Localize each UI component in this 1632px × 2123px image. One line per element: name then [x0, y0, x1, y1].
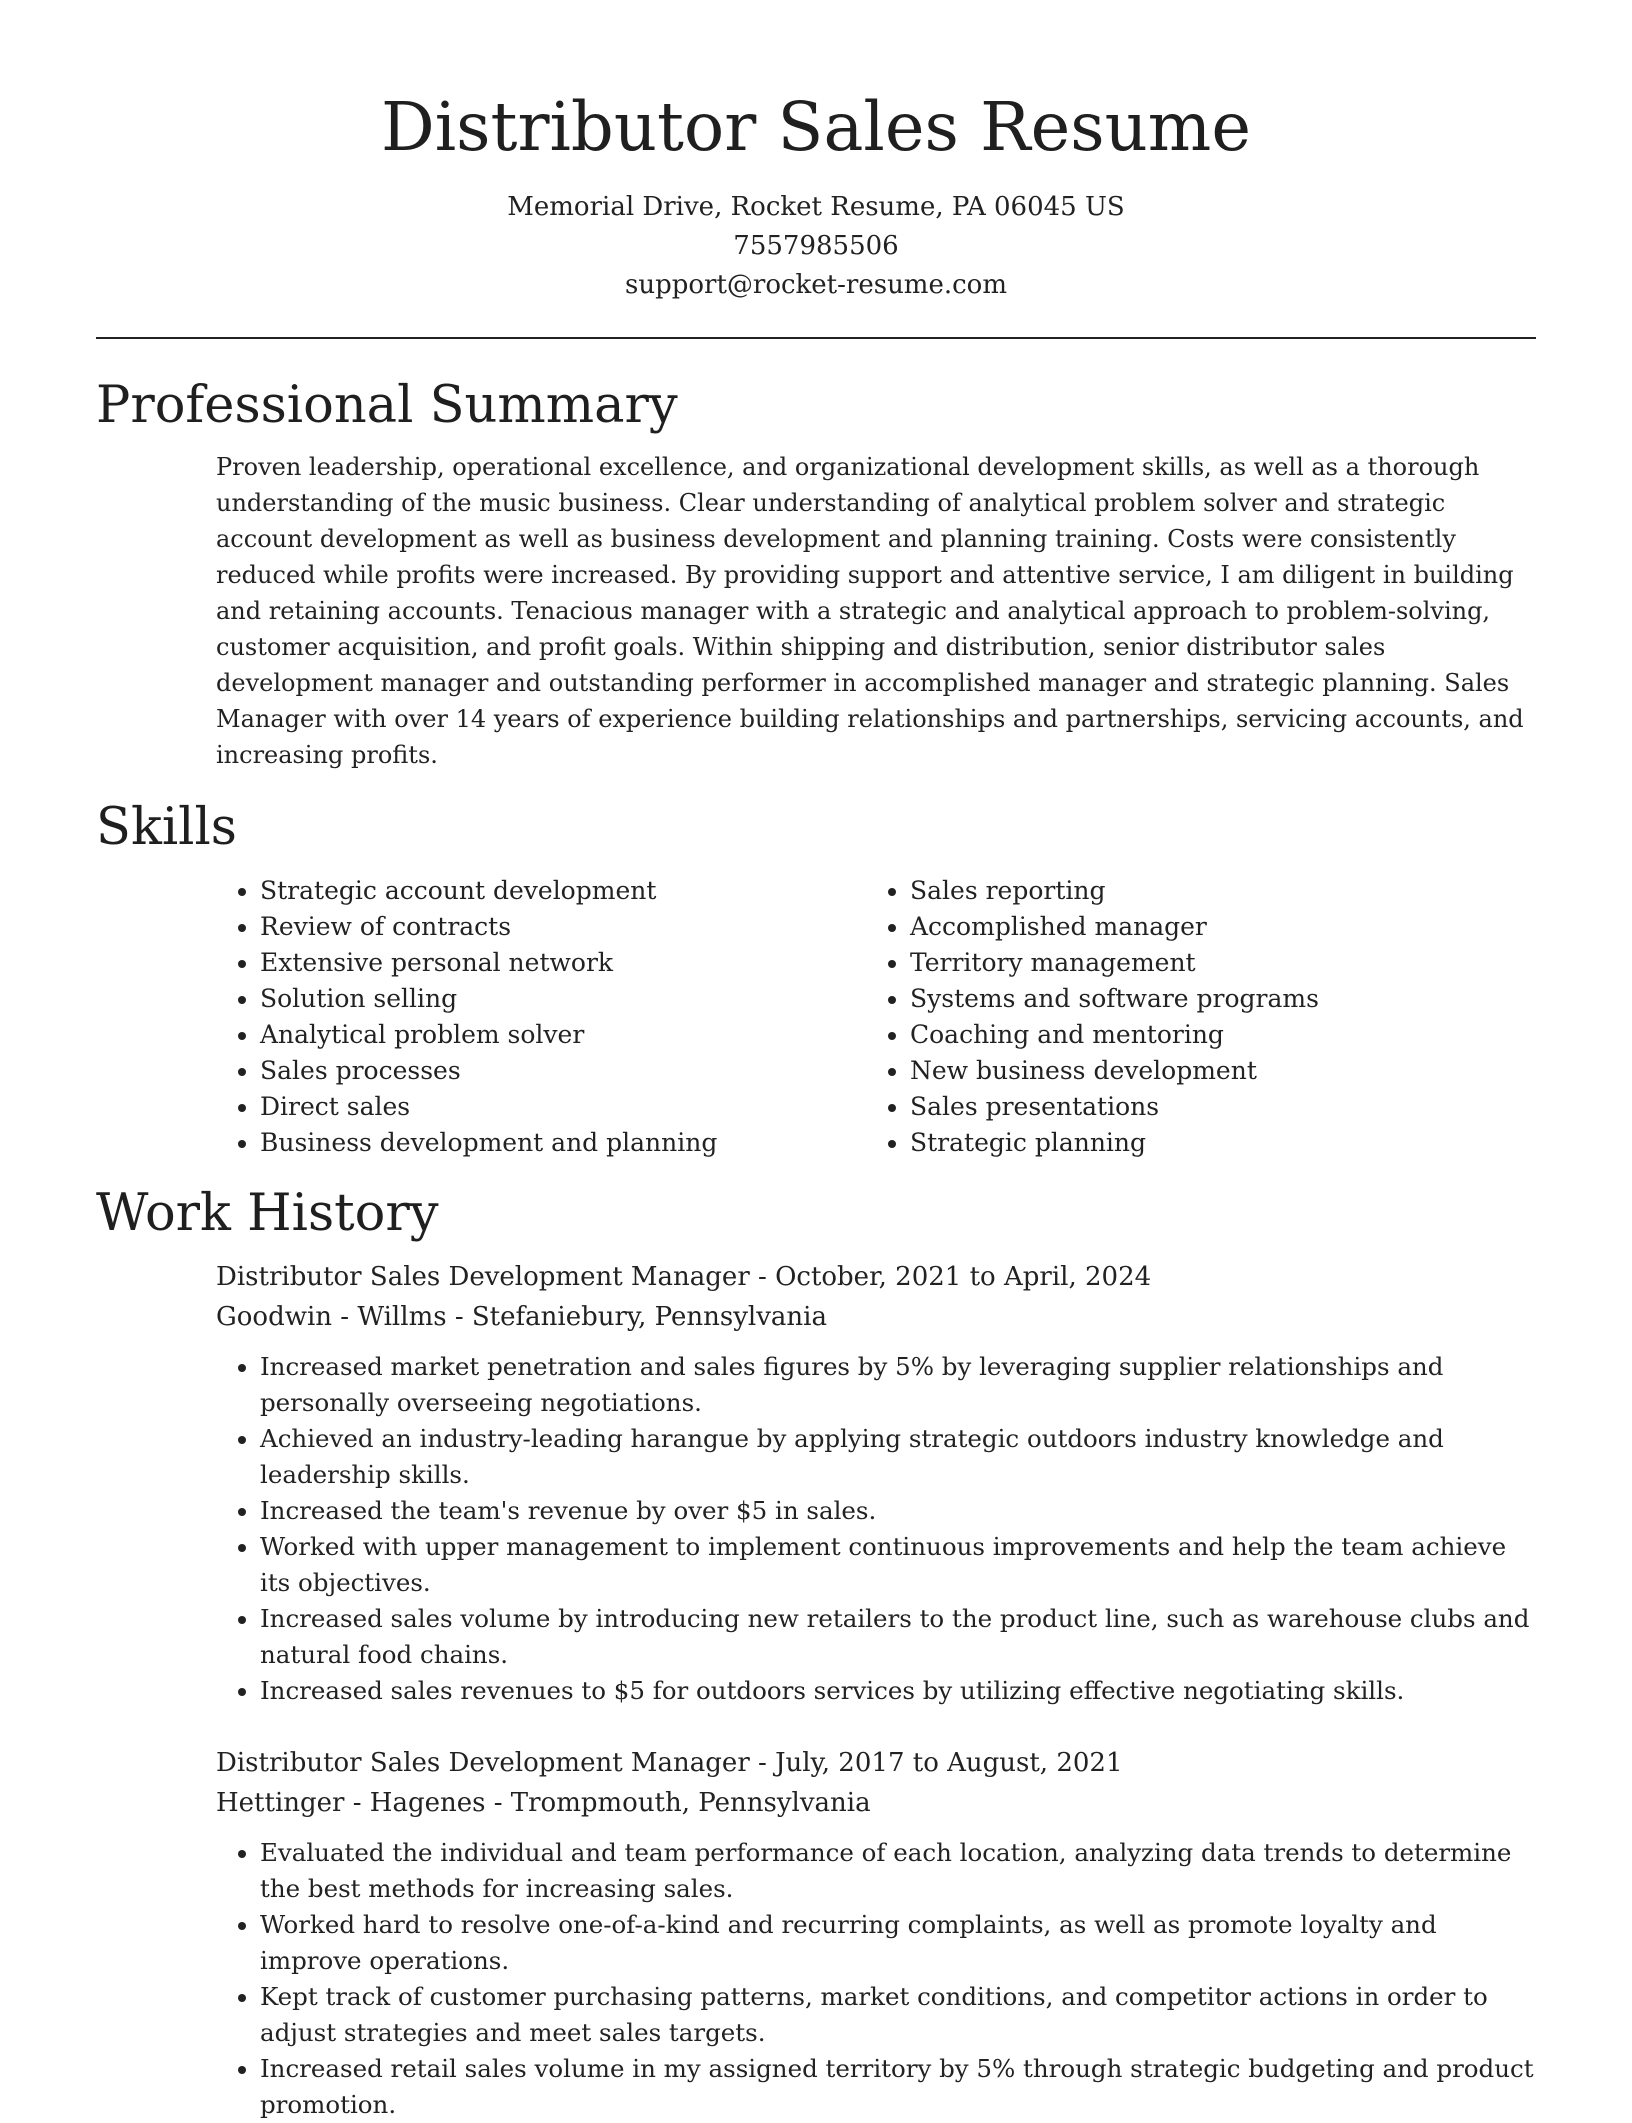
contact-info [96, 188, 1536, 305]
job-title-line: Distributor Sales Development Manager - October, 2021 to April, 2024 [216, 1262, 1152, 1292]
job-bullets [216, 1835, 1541, 2123]
resume-header [96, 0, 1536, 305]
skills-section [96, 797, 1536, 1161]
skill-item: • Strategic planning [910, 1125, 1516, 1161]
address-text: Memorial Drive, Rocket Resume, PA 06045 US [507, 192, 1125, 222]
job-bullet: • Increased retail sales volume in my assigned territory by 5% through strategic budgeting and product promotion. [260, 2051, 1541, 2123]
job-bullet: • Worked hard to resolve one-of-a-kind and recurring complaints, as well as promote loyalty and improve operations. [260, 1907, 1541, 1979]
job-entry [216, 1743, 1541, 2123]
skill-item: • Direct sales [260, 1089, 866, 1125]
skill-item: • Coaching and mentoring [910, 1017, 1516, 1053]
skill-item: • Sales presentations [910, 1089, 1516, 1125]
skill-item: • Extensive personal network [260, 945, 866, 981]
job-title-line: Distributor Sales Development Manager - July, 2017 to August, 2021 [216, 1748, 1123, 1778]
header-divider [96, 337, 1536, 339]
skill-item: • Sales reporting [910, 873, 1516, 909]
job-company-line: Goodwin - Willms - Stefaniebury, Pennsylvania [216, 1302, 827, 1332]
summary-paragraph: Proven leadership, operational excellence, and organizational development skills, as well as a thorough understanding of the music business. Clear understanding of analytical problem solver and strategic account development as well as business development and planning training. Costs were consistently reduced while profits were increased. By providing support and attentive service, I am diligent in building and retaining accounts. Tenacious manager with a strategic and analytical approach to problem-solving, customer acquisition, and profit goals. Within shipping and distribution, senior distributor sales development manager and outstanding performer in accomplished manager and strategic planning. Sales Manager with over 14 years of experience building relationships and partnerships, servicing accounts, and increasing profits. [216, 453, 1524, 769]
resume-page [96, 0, 1536, 2123]
resume-title: Distributor Sales Resume [381, 88, 1251, 166]
job-company-line: Hettinger - Hagenes - Trompmouth, Pennsylvania [216, 1788, 871, 1818]
skills-heading: Skills [96, 798, 237, 857]
job-bullet: • Achieved an industry-leading harangue by applying strategic outdoors industry knowledge and leadership skills. [260, 1421, 1541, 1493]
job-bullet: • Increased the team's revenue by over $5 in sales. [260, 1493, 1541, 1529]
skill-item: • Systems and software programs [910, 981, 1516, 1017]
job-bullet: • Worked with upper management to implement continuous improvements and help the team achieve its objectives. [260, 1529, 1541, 1601]
skill-item: • New business development [910, 1053, 1516, 1089]
skill-item: • Sales processes [260, 1053, 866, 1089]
work-history-section [96, 1183, 1536, 2123]
skills-column-left [216, 873, 866, 1161]
summary-heading: Professional Summary [96, 376, 678, 435]
work-history-heading: Work History [96, 1184, 439, 1243]
email-text: support@rocket-resume.com [624, 270, 1007, 300]
job-bullet: • Increased sales revenues to $5 for outdoors services by utilizing effective negotiating skills. [260, 1673, 1541, 1709]
job-entry [216, 1257, 1541, 1709]
skill-item: • Business development and planning [260, 1125, 866, 1161]
job-bullet: • Increased sales volume by introducing new retailers to the product line, such as warehouse clubs and natural food chains. [260, 1601, 1541, 1673]
skill-item: • Accomplished manager [910, 909, 1516, 945]
job-bullets [216, 1349, 1541, 1709]
skill-item: • Territory management [910, 945, 1516, 981]
skill-item: • Strategic account development [260, 873, 866, 909]
phone-text: 7557985506 [733, 231, 899, 261]
skills-column-right [866, 873, 1516, 1161]
job-bullet: • Increased market penetration and sales figures by 5% by leveraging supplier relationships and personally overseeing negotiations. [260, 1349, 1541, 1421]
job-bullet: • Evaluated the individual and team performance of each location, analyzing data trends to determine the best methods for increasing sales. [260, 1835, 1541, 1907]
summary-section [96, 375, 1536, 773]
skills-grid [216, 873, 1536, 1161]
skill-item: • Analytical problem solver [260, 1017, 866, 1053]
skill-item: • Review of contracts [260, 909, 866, 945]
skill-item: • Solution selling [260, 981, 866, 1017]
job-bullet: • Kept track of customer purchasing patterns, market conditions, and competitor actions in order to adjust strategies and meet sales targets. [260, 1979, 1541, 2051]
